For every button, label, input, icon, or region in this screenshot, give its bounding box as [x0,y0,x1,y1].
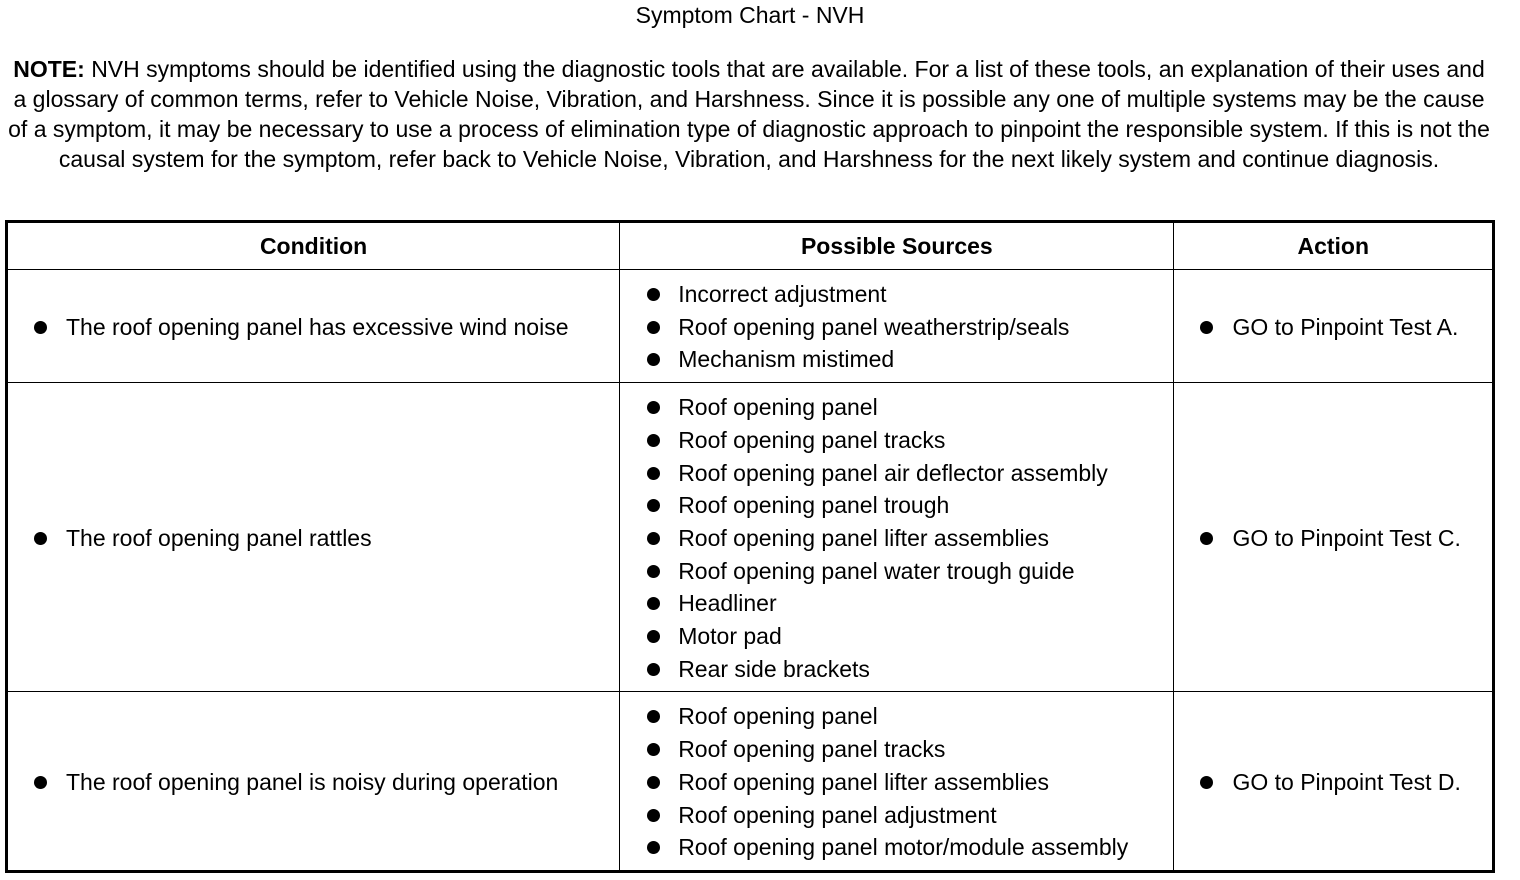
source-item: Roof opening panel tracks [620,424,1173,457]
sources-cell [620,270,1174,383]
source-item: Roof opening panel adjustment [620,799,1173,832]
source-item: Roof opening panel tracks [620,733,1173,766]
symptom-table [5,220,1495,873]
sources-cell [620,383,1174,692]
source-item: Roof opening panel water trough guide [620,555,1173,588]
table-row [7,692,1494,872]
source-item: Incorrect adjustment [620,278,1173,311]
header-possible-sources: Possible Sources [620,222,1174,270]
action-text: GO to Pinpoint Test A. [1174,311,1492,344]
condition-text: The roof opening panel is noisy during operation [8,766,619,799]
source-item: Roof opening panel air deflector assembly [620,457,1173,490]
source-item: Roof opening panel [620,391,1173,424]
action-text: GO to Pinpoint Test D. [1174,766,1492,799]
table-header-row [7,222,1494,270]
condition-text: The roof opening panel has excessive wind noise [8,311,619,344]
action-cell [1174,383,1494,692]
condition-text: The roof opening panel rattles [8,522,619,555]
source-item: Roof opening panel lifter assemblies [620,766,1173,799]
source-item: Roof opening panel weatherstrip/seals [620,311,1173,344]
source-item: Headliner [620,587,1173,620]
note-paragraph [6,54,1492,174]
sources-cell [620,692,1174,872]
header-condition: Condition [7,222,620,270]
condition-cell [7,270,620,383]
header-action: Action [1174,222,1494,270]
source-item: Roof opening panel motor/module assembly [620,831,1173,864]
action-cell [1174,270,1494,383]
action-cell [1174,692,1494,872]
source-item: Rear side brackets [620,653,1173,686]
source-item: Mechanism mistimed [620,343,1173,376]
table-row [7,383,1494,692]
page-title: Symptom Chart - NVH [635,2,865,28]
source-item: Roof opening panel lifter assemblies [620,522,1173,555]
condition-cell [7,383,620,692]
source-item: Roof opening panel trough [620,489,1173,522]
source-item: Roof opening panel [620,700,1173,733]
note-text: NVH symptoms should be identified using the diagnostic tools that are available. For a list of these tools, an explanation of their uses and a glossary of common terms, refer to Vehicle Noise, Vibration, and Harshness. Since it is possible any one of multiple systems may be the cause of a symptom, it may be necessary to use a process of elimination type of diagnostic approach to pinpoint the responsible system. If this is not the causal system for the symptom, refer back to Vehicle Noise, Vibration, and Harshness for the next likely system and continue diagnosis. [8,56,1490,172]
table-row [7,270,1494,383]
source-item: Motor pad [620,620,1173,653]
condition-cell [7,692,620,872]
note-label: NOTE: [13,56,85,82]
action-text: GO to Pinpoint Test C. [1174,522,1492,555]
